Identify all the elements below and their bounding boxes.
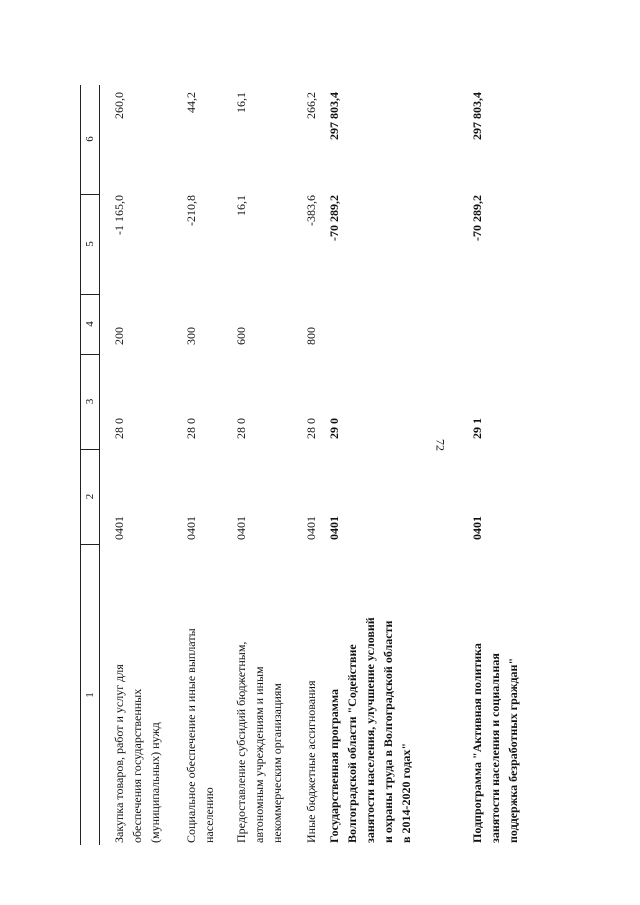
header-col-6: 6 bbox=[81, 84, 99, 195]
row-section: 0401 bbox=[234, 516, 248, 540]
header-col-5: 5 bbox=[81, 194, 99, 295]
row-target: 29 0 bbox=[327, 418, 341, 439]
row-name: Социальное обеспечение и иные выплаты населению bbox=[184, 628, 216, 843]
row-total: 260,0 bbox=[112, 92, 126, 119]
header-col-3: 3 bbox=[81, 354, 99, 450]
page-number: 72 bbox=[433, 439, 448, 451]
row-change: -1 165,0 bbox=[112, 195, 126, 235]
header-col-1: 1 bbox=[84, 692, 96, 698]
row-name: Подпрограмма "Активная политика занятости населения и социальная поддержка безработных граждан" bbox=[470, 643, 520, 843]
row-name: Закупка товаров, работ и услуг для обеспечения государственных (муниципальных) нужд bbox=[112, 664, 162, 843]
row-target: 29 1 bbox=[470, 418, 484, 439]
row-target: 28 0 bbox=[234, 418, 248, 439]
row-section: 0401 bbox=[304, 516, 318, 540]
row-change: 16,1 bbox=[234, 195, 248, 216]
row-section: 0401 bbox=[112, 516, 126, 540]
row-total: 297 803,4 bbox=[327, 92, 341, 140]
row-section: 0401 bbox=[327, 516, 341, 540]
row-total: 297 803,4 bbox=[470, 92, 484, 140]
row-change: -383,6 bbox=[304, 195, 318, 226]
row-total: 44,2 bbox=[184, 92, 198, 113]
row-total: 266,2 bbox=[304, 92, 318, 119]
row-total: 16,1 bbox=[234, 92, 248, 113]
row-target: 28 0 bbox=[112, 418, 126, 439]
row-type: 800 bbox=[304, 327, 318, 345]
row-change: -70 289,2 bbox=[470, 195, 484, 241]
row-section: 0401 bbox=[184, 516, 198, 540]
table-header bbox=[80, 85, 100, 845]
row-change: -70 289,2 bbox=[327, 195, 341, 241]
row-section: 0401 bbox=[470, 516, 484, 540]
row-name: Иные бюджетные ассигнования bbox=[304, 680, 318, 843]
row-name: Государственная программа Волгоградской области "Содействие занятости населения, улучшение условий и охраны труда в Волгоградской области в 2014-2020 годах" bbox=[327, 617, 413, 843]
budget-table bbox=[80, 85, 520, 845]
row-type: 600 bbox=[234, 327, 248, 345]
header-col-2: 2 bbox=[81, 449, 99, 545]
row-target: 28 0 bbox=[304, 418, 318, 439]
row-name: Предоставление субсидий бюджетным, автономным учреждениям и иным некоммерческим организациям bbox=[234, 641, 284, 843]
header-col-4: 4 bbox=[81, 294, 99, 355]
row-type: 200 bbox=[112, 327, 126, 345]
row-type: 300 bbox=[184, 327, 198, 345]
row-target: 28 0 bbox=[184, 418, 198, 439]
row-change: -210,8 bbox=[184, 195, 198, 226]
